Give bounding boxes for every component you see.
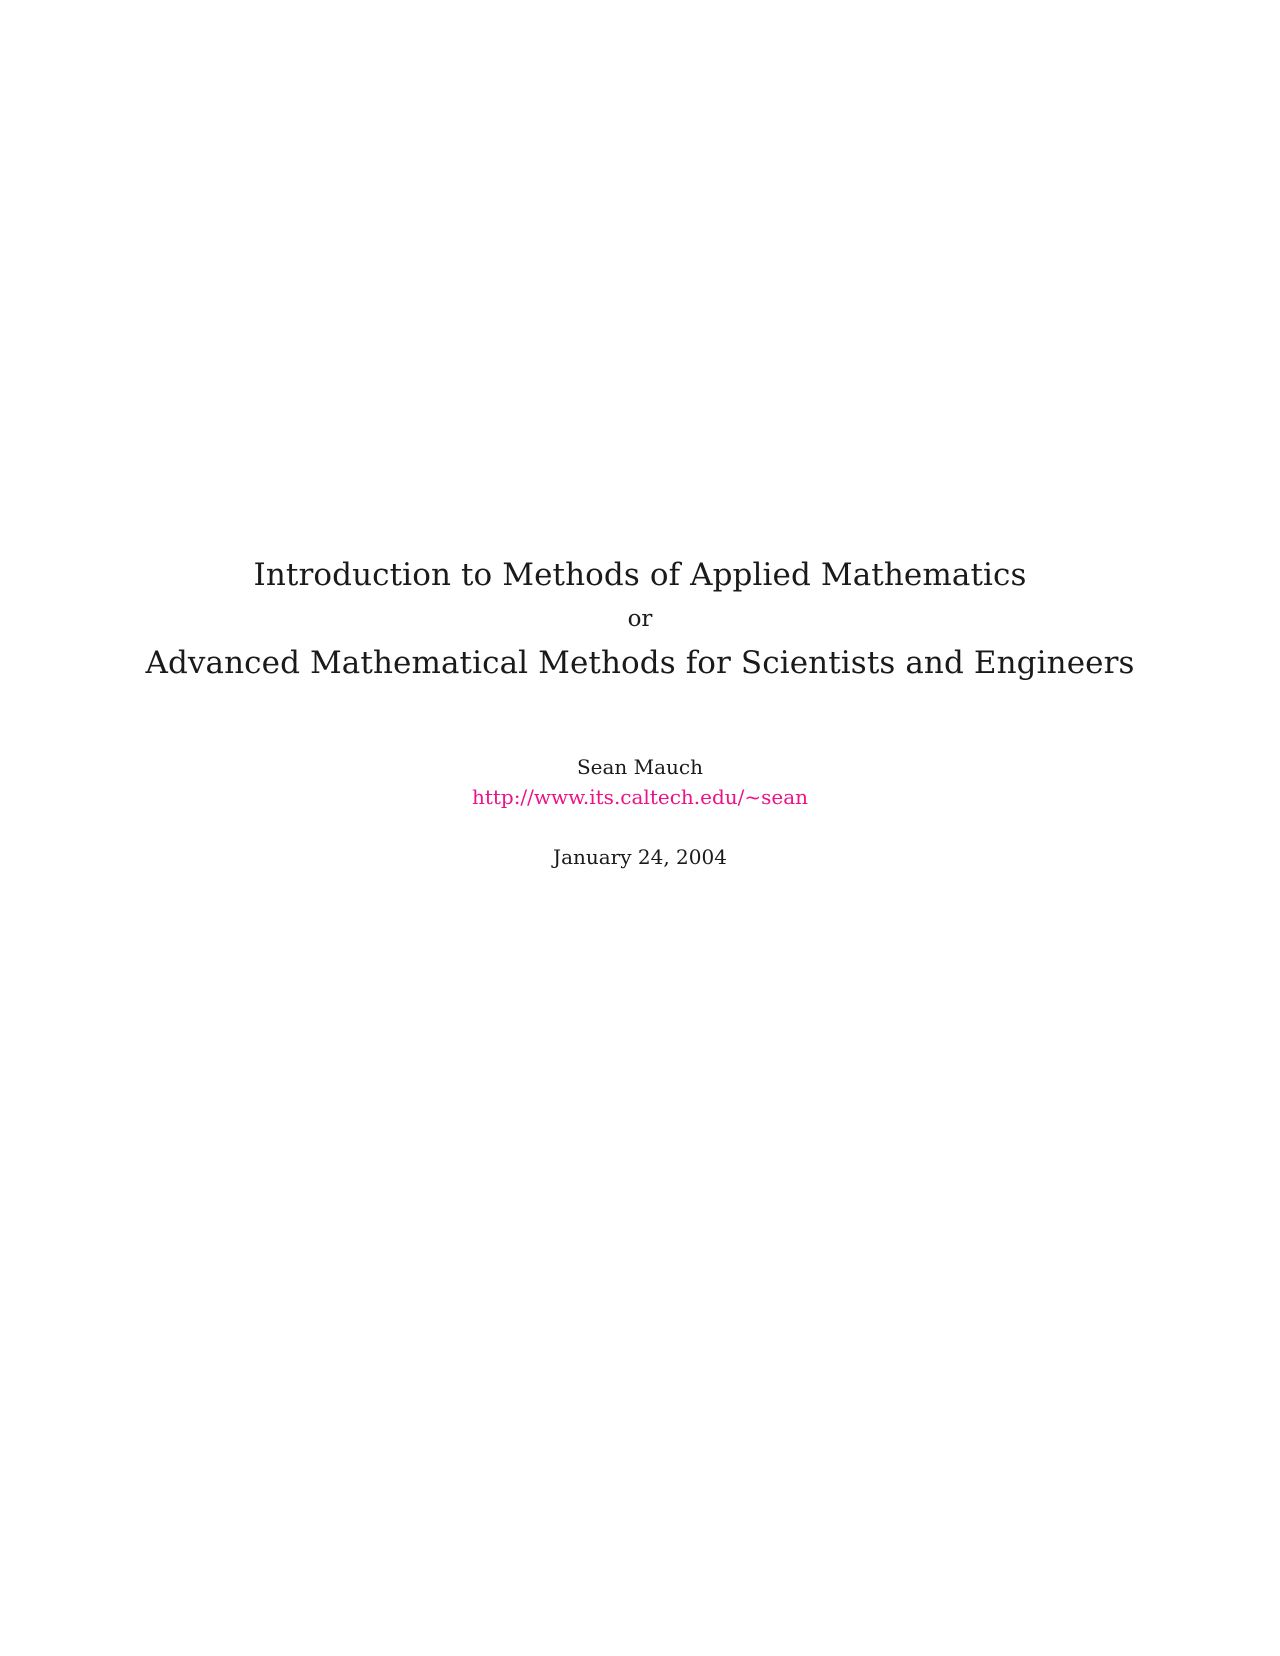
author-block bbox=[0, 752, 1280, 812]
publication-date: January 24, 2004 bbox=[553, 845, 727, 869]
author-name: Sean Mauch bbox=[576, 755, 704, 779]
page-title-conjunction: or bbox=[627, 606, 653, 632]
page-title-primary: Introduction to Methods of Applied Mathematics bbox=[253, 557, 1027, 593]
author-homepage-link[interactable]: http://www.its.caltech.edu/~sean bbox=[471, 785, 809, 809]
title-block bbox=[0, 552, 1280, 872]
page-title-alternate: Advanced Mathematical Methods for Scientists and Engineers bbox=[145, 645, 1135, 681]
